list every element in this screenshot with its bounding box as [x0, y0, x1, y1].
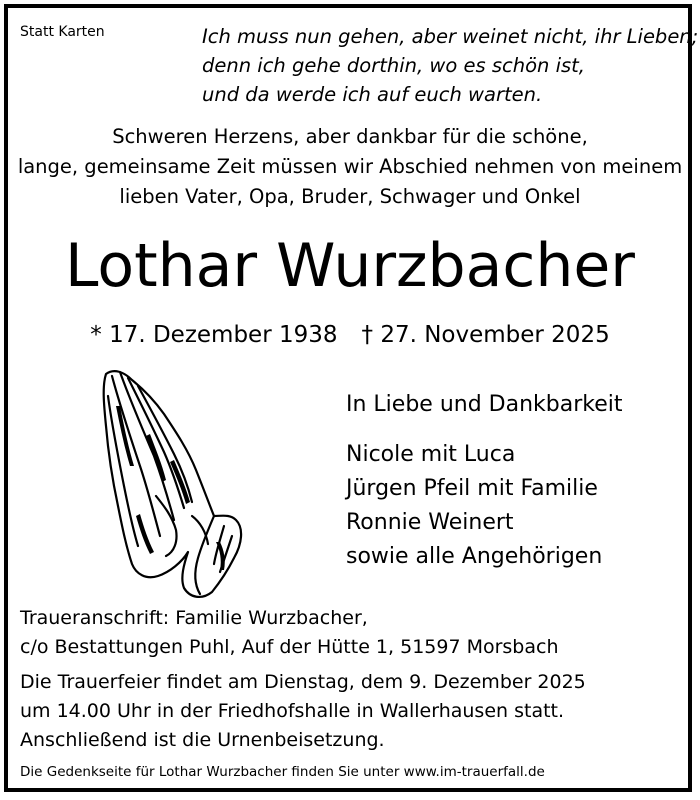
service-info — [20, 668, 586, 755]
mourner-name: Jürgen Pfeil mit Familie — [346, 476, 598, 501]
mourners-heading: In Liebe und Dankbarkeit — [346, 392, 623, 417]
poem — [202, 22, 698, 109]
birth-date: * 17. Dezember 1938 — [90, 322, 338, 348]
statt-karten-label: Statt Karten — [20, 24, 105, 40]
intro-line: lieben Vater, Opa, Bruder, Schwager und Onkel — [119, 185, 581, 208]
service-line: um 14.00 Uhr in der Friedhofshalle in Wallerhausen statt. — [20, 700, 565, 722]
intro-text — [0, 122, 700, 212]
mourner-name: Nicole mit Luca — [346, 442, 516, 467]
life-dates — [0, 322, 700, 348]
intro-line: lange, gemeinsame Zeit müssen wir Abschied nehmen von meinem — [17, 155, 683, 178]
mourners-list — [346, 438, 602, 574]
poem-line: denn ich gehe dorthin, wo es schön ist, — [202, 54, 586, 77]
mourning-address — [20, 604, 559, 662]
death-date: † 27. November 2025 — [361, 322, 610, 348]
intro-line: Schweren Herzens, aber dankbar für die schöne, — [112, 125, 588, 148]
memorial-page-note: Die Gedenkseite für Lothar Wurzbacher finden Sie unter www.im-trauerfall.de — [20, 764, 545, 780]
poem-line: und da werde ich auf euch warten. — [202, 83, 543, 106]
service-line: Anschließend ist die Urnenbeisetzung. — [20, 729, 385, 751]
service-line: Die Trauerfeier findet am Dienstag, dem 9. Dezember 2025 — [20, 671, 586, 693]
mourner-name: Ronnie Weinert — [346, 510, 514, 535]
address-line: c/o Bestattungen Puhl, Auf der Hütte 1, 51597 Morsbach — [20, 636, 559, 658]
deceased-name: Lothar Wurzbacher — [65, 231, 635, 301]
address-line: Traueranschrift: Familie Wurzbacher, — [20, 607, 368, 629]
poem-line: Ich muss nun gehen, aber weinet nicht, ihr Lieben; — [202, 25, 699, 48]
mourner-name: sowie alle Angehörigen — [346, 544, 603, 569]
praying-hands-icon — [96, 366, 246, 604]
